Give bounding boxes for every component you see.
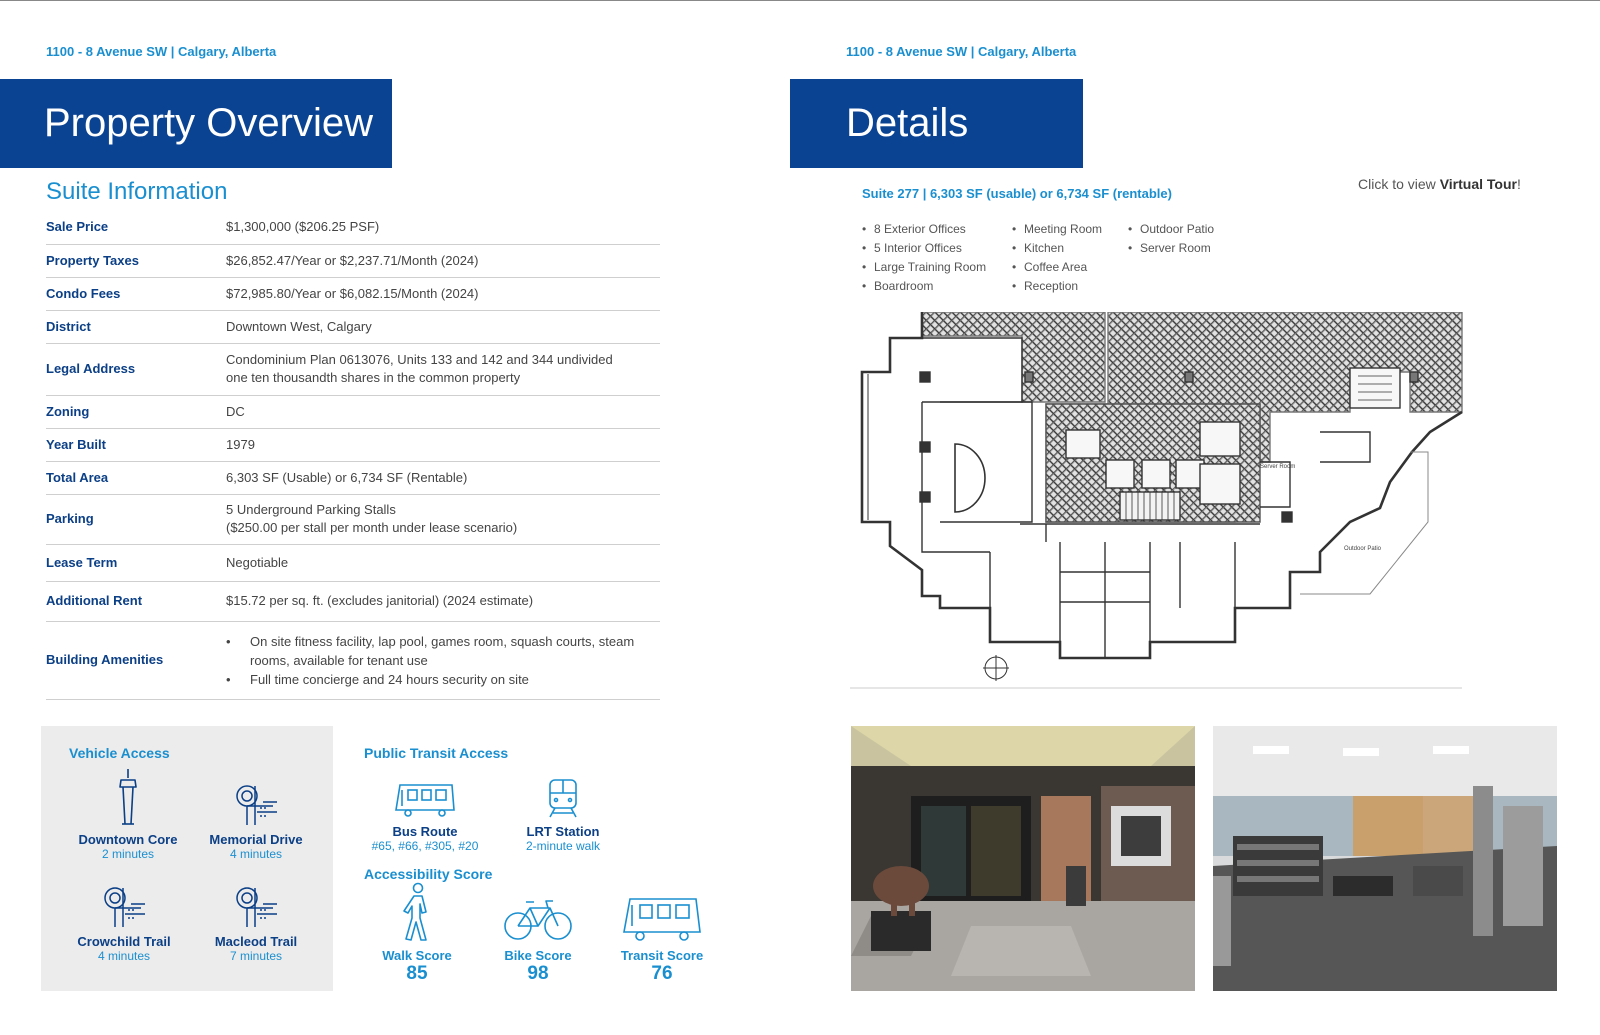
fitness-facility-photo bbox=[1213, 726, 1557, 991]
row-label: Sale Price bbox=[46, 211, 226, 244]
table-row bbox=[46, 581, 660, 621]
row-label: Year Built bbox=[46, 428, 226, 461]
vehicle-item-downtown-core bbox=[63, 766, 193, 861]
value-line: 5 Underground Parking Stalls bbox=[226, 502, 396, 517]
lobby-photo bbox=[851, 726, 1195, 991]
row-label: Additional Rent bbox=[46, 581, 226, 621]
list-item: • 8 Exterior Offices bbox=[862, 220, 986, 239]
vehicle-item-time: 4 minutes bbox=[97, 949, 151, 963]
highway-interchange-icon bbox=[233, 782, 279, 826]
transit-item-name: LRT Station bbox=[526, 824, 600, 839]
transit-item-lrt-station bbox=[498, 772, 628, 853]
vehicle-item-time: 7 minutes bbox=[229, 949, 283, 963]
transit-score-item bbox=[602, 882, 722, 985]
score-label: Transit Score bbox=[620, 948, 704, 963]
accessibility-score-heading: Accessibility Score bbox=[364, 866, 493, 882]
train-icon bbox=[546, 776, 580, 818]
page-title: Details bbox=[846, 101, 969, 145]
table-row bbox=[46, 277, 660, 310]
row-label: Building Amenities bbox=[46, 621, 226, 699]
row-value bbox=[226, 621, 660, 699]
table-row bbox=[46, 621, 660, 699]
value-line: one ten thousandth shares in the common property bbox=[226, 370, 521, 385]
table-row bbox=[46, 395, 660, 428]
calgary-tower-icon bbox=[113, 768, 143, 826]
transit-item-detail: #65, #66, #305, #20 bbox=[371, 839, 479, 853]
vehicle-item-name: Memorial Drive bbox=[209, 832, 303, 847]
row-label: Property Taxes bbox=[46, 244, 226, 277]
table-row bbox=[46, 310, 660, 343]
vehicle-item-memorial-drive bbox=[191, 766, 321, 861]
score-value: 76 bbox=[651, 963, 673, 984]
table-row bbox=[46, 544, 660, 581]
highway-interchange-icon bbox=[233, 884, 279, 928]
round-conference-room bbox=[955, 444, 985, 512]
features-list bbox=[862, 220, 986, 296]
bicycle-icon bbox=[503, 898, 573, 942]
vehicle-item-macleod-trail bbox=[191, 868, 321, 963]
walking-person-icon bbox=[400, 882, 434, 942]
row-label: Zoning bbox=[46, 395, 226, 428]
value-line: Condominium Plan 0613076, Units 133 and 142 and 344 undivided bbox=[226, 352, 613, 367]
row-label: Parking bbox=[46, 494, 226, 544]
row-label: Condo Fees bbox=[46, 277, 226, 310]
list-item: • Boardroom bbox=[862, 277, 986, 296]
table-row bbox=[46, 343, 660, 395]
table-row bbox=[46, 428, 660, 461]
suite-information-heading: Suite Information bbox=[46, 178, 228, 205]
bike-score-item bbox=[478, 882, 598, 985]
features-list bbox=[1012, 220, 1102, 296]
list-item: • Full time concierge and 24 hours security on site bbox=[226, 670, 660, 689]
row-label: Total Area bbox=[46, 461, 226, 494]
list-item: • Outdoor Patio bbox=[1128, 220, 1214, 239]
public-transit-heading: Public Transit Access bbox=[364, 745, 509, 761]
vehicle-item-name: Crowchild Trail bbox=[77, 934, 171, 949]
virtual-tour-prefix: Click to view bbox=[1358, 176, 1440, 192]
row-value: Downtown West, Calgary bbox=[226, 310, 660, 343]
vehicle-item-name: Macleod Trail bbox=[214, 934, 298, 949]
server-room-label: Server Room bbox=[1260, 464, 1296, 470]
vehicle-access-heading: Vehicle Access bbox=[69, 745, 170, 761]
transit-item-name: Bus Route bbox=[392, 824, 458, 839]
row-value: 1979 bbox=[226, 428, 660, 461]
row-value bbox=[226, 343, 660, 395]
transit-item-bus-route bbox=[360, 772, 490, 853]
transit-item-detail: 2-minute walk bbox=[525, 839, 601, 853]
list-item: • Large Training Room bbox=[862, 258, 986, 277]
list-item: • Coffee Area bbox=[1012, 258, 1102, 277]
row-label: Lease Term bbox=[46, 544, 226, 581]
row-value: 6,303 SF (Usable) or 6,734 SF (Rentable) bbox=[226, 461, 660, 494]
highway-interchange-icon bbox=[101, 884, 147, 928]
suite-summary: Suite 277 | 6,303 SF (usable) or 6,734 SF (rentable) bbox=[862, 186, 1172, 201]
vehicle-item-time: 4 minutes bbox=[229, 847, 283, 861]
score-value: 98 bbox=[527, 963, 549, 984]
walk-score-item bbox=[357, 882, 477, 985]
virtual-tour-suffix: ! bbox=[1516, 176, 1521, 192]
virtual-tour-label[interactable]: Virtual Tour bbox=[1439, 176, 1517, 192]
list-item: • Kitchen bbox=[1012, 239, 1102, 258]
score-label: Bike Score bbox=[504, 948, 572, 963]
vehicle-access-panel bbox=[41, 726, 333, 991]
row-label: Legal Address bbox=[46, 343, 226, 395]
score-value: 85 bbox=[406, 963, 428, 984]
score-label: Walk Score bbox=[382, 948, 452, 963]
row-value: Negotiable bbox=[226, 544, 660, 581]
list-item: • Server Room bbox=[1128, 239, 1214, 258]
vehicle-item-time: 2 minutes bbox=[101, 847, 155, 861]
row-value bbox=[226, 494, 660, 544]
row-value: $72,985.80/Year or $6,082.15/Month (2024) bbox=[226, 277, 660, 310]
row-value: $15.72 per sq. ft. (excludes janitorial) (2024 estimate) bbox=[226, 581, 660, 621]
row-value: $26,852.47/Year or $2,237.71/Month (2024) bbox=[226, 244, 660, 277]
header-address-right: 1100 - 8 Avenue SW | Calgary, Alberta bbox=[846, 44, 1077, 59]
bus-icon bbox=[394, 782, 456, 818]
list-item: • On site fitness facility, lap pool, games room, squash courts, steam rooms, available for tenant use bbox=[226, 632, 660, 670]
table-row bbox=[46, 244, 660, 277]
table-row bbox=[46, 211, 660, 244]
common-area bbox=[922, 312, 1105, 402]
suite-information-table bbox=[46, 211, 660, 700]
bus-icon bbox=[622, 896, 702, 942]
table-row bbox=[46, 494, 660, 544]
virtual-tour-link[interactable] bbox=[1358, 176, 1521, 192]
row-label: District bbox=[46, 310, 226, 343]
vehicle-item-crowchild-trail bbox=[59, 868, 189, 963]
amenities-list bbox=[226, 632, 660, 689]
page-title: Property Overview bbox=[44, 101, 373, 145]
floor-plan bbox=[850, 312, 1482, 708]
row-value: DC bbox=[226, 395, 660, 428]
list-item: • Meeting Room bbox=[1012, 220, 1102, 239]
details-banner bbox=[790, 79, 1083, 168]
header-address-left: 1100 - 8 Avenue SW | Calgary, Alberta bbox=[46, 44, 277, 59]
vehicle-item-name: Downtown Core bbox=[78, 832, 178, 847]
list-item: • Reception bbox=[1012, 277, 1102, 296]
list-item: • 5 Interior Offices bbox=[862, 239, 986, 258]
row-value: $1,300,000 ($206.25 PSF) bbox=[226, 211, 660, 244]
value-line: ($250.00 per stall per month under lease scenario) bbox=[226, 520, 518, 535]
property-overview-banner bbox=[0, 79, 392, 168]
table-row bbox=[46, 461, 660, 494]
outdoor-patio-label: Outdoor Patio bbox=[1344, 546, 1382, 552]
top-border bbox=[0, 0, 1600, 1]
features-list bbox=[1128, 220, 1214, 258]
